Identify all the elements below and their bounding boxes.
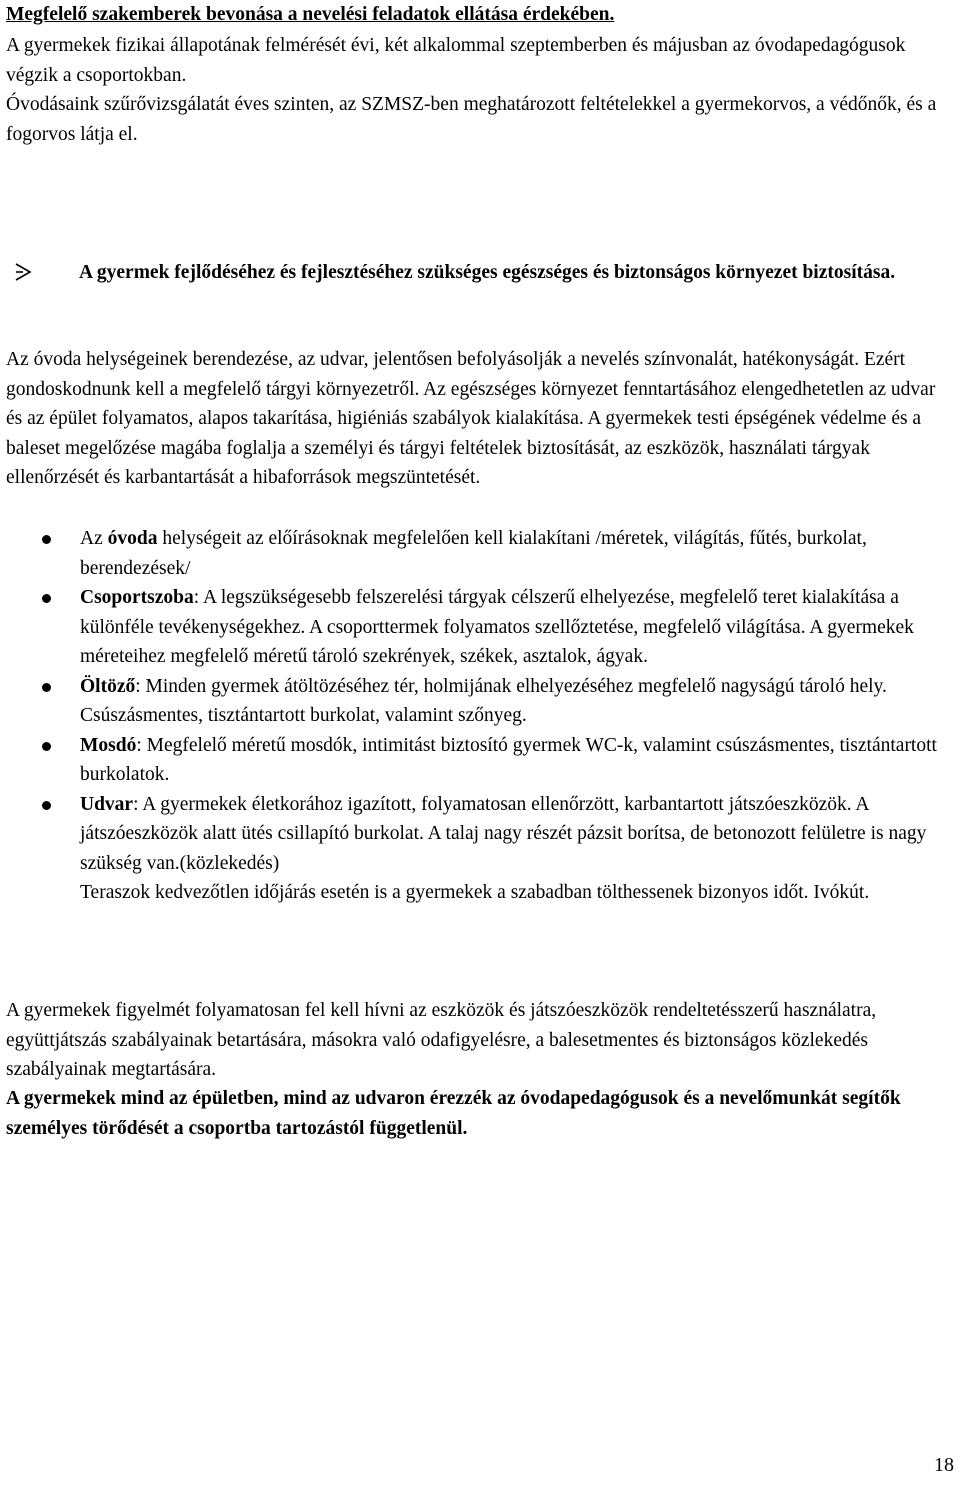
list-item: Csoportszoba: A legszükségesebb felszerelési tárgyak célszerű elhelyezése, megfelelő teret kialakítása a különféle tevékenységekhez. A csoporttermek folyamatos szellőztetése, megfelelő világítása. A gyermekek méreteihez megfelelő méretű tároló szekrények, székek, asztalok, ágyak. bbox=[6, 583, 954, 672]
facilities-list bbox=[6, 524, 954, 908]
list-item-term: Udvar bbox=[80, 793, 134, 815]
list-item-term: Csoportszoba bbox=[80, 587, 194, 608]
body-sentence-3: A gyermekek testi épségének védelme és a baleset megelőzése magába foglalja a személyi és tárgyi feltételek biztosítását, az eszközök, használati tárgyak ellenőrzését és karbantartását a hibaforrások megszüntetését. bbox=[6, 408, 922, 488]
list-item: Mosdó: Megfelelő méretű mosdók, intimitást biztosító gyermek WC-k, valamint csúszásmentes, tisztántartott burkolatok. bbox=[6, 731, 954, 790]
closing-paragraph-1: A gyermekek figyelmét folyamatosan fel kell hívni az eszközök és játszóeszközök rendeltetésszerű használatra, együttjátszás szabályainak betartására, másokra való odafigyelésre, a balesetmentes és biztonságos közlekedés szabályainak megtartására. bbox=[6, 1000, 877, 1080]
list-item: Udvar: A gyermekek életkorához igazított, folyamatosan ellenőrzött, karbantartott játszóeszközök. A játszóeszközök alatt ütés csillapító burkolat. A talaj nagy részét pázsit borítsa, de betonozott felületre is nagy szükség van.(közlekedés) Teraszok kedvezőtlen időjárás esetén is a gyermekek a szabadban tölthessenek bizonyos időt. Ivókút. bbox=[6, 790, 954, 908]
body-sentence-1: Az óvoda helységeinek berendezése, az udvar, jelentősen befolyásolják a nevelés színvonalát, hatékonyságát. Ezért gondoskodnunk kell a megfelelő tárgyi környezetről. bbox=[6, 349, 906, 400]
list-item-term: óvoda bbox=[107, 528, 158, 549]
intro-paragraph-2: Óvodásaink szűrővizsgálatát éves szinten, az SZMSZ-ben meghatározott feltételekkel a gyermekorvos, a védőnők, és a fogorvos látja el. bbox=[6, 94, 937, 145]
list-item: Az óvoda helységeit az előírásoknak megfelelően kell kialakítani /méretek, világítás, fűtés, burkolat, berendezések/ bbox=[6, 524, 954, 583]
section-heading bbox=[6, 258, 954, 288]
list-item-term: Mosdó bbox=[80, 734, 137, 756]
bullet-dot-icon bbox=[42, 535, 51, 544]
arrowhead-bullet-icon bbox=[14, 262, 32, 282]
section-title: A gyermek fejlődéséhez és fejlesztéséhez szükséges egészséges és biztonságos környezet biztosítása. bbox=[79, 262, 896, 283]
bullet-dot-icon bbox=[42, 683, 51, 692]
bullet-dot-icon bbox=[42, 801, 51, 810]
list-item: Öltöző: Minden gyermek átöltözéséhez tér, holmijának elhelyezéséhez megfelelő nagyságú tároló hely. Csúszásmentes, tisztántartott burkolat, valamint szőnyeg. bbox=[6, 672, 954, 731]
bullet-dot-icon bbox=[42, 742, 51, 751]
list-item-extra: Teraszok kedvezőtlen időjárás esetén is a gyermekek a szabadban tölthessenek bizonyos időt. Ivókút. bbox=[80, 882, 870, 903]
page-number: 18 bbox=[934, 1454, 954, 1476]
body-sentence-2: Az egészséges környezet fenntartásához elengedhetetlen az udvar és az épület folyamatos, alapos takarítása, higiéniás szabályok kialakítása. bbox=[6, 378, 936, 429]
list-item-term: Öltöző bbox=[80, 675, 136, 697]
intro-paragraph-1: A gyermekek fizikai állapotának felmérését évi, két alkalommal szeptemberben és májusban az óvodapedagógusok végzik a csoportokban. bbox=[6, 35, 906, 86]
closing-paragraph-2: A gyermekek mind az épületben, mind az udvaron érezzék az óvodapedagógusok és a nevelőmunkát segítők személyes törődését a csoportba tartozástól függetlenül. bbox=[6, 1088, 901, 1139]
body-paragraph bbox=[6, 345, 954, 493]
heading: Megfelelő szakemberek bevonása a nevelési feladatok ellátása érdekében. bbox=[6, 4, 615, 25]
bullet-dot-icon bbox=[42, 594, 51, 603]
